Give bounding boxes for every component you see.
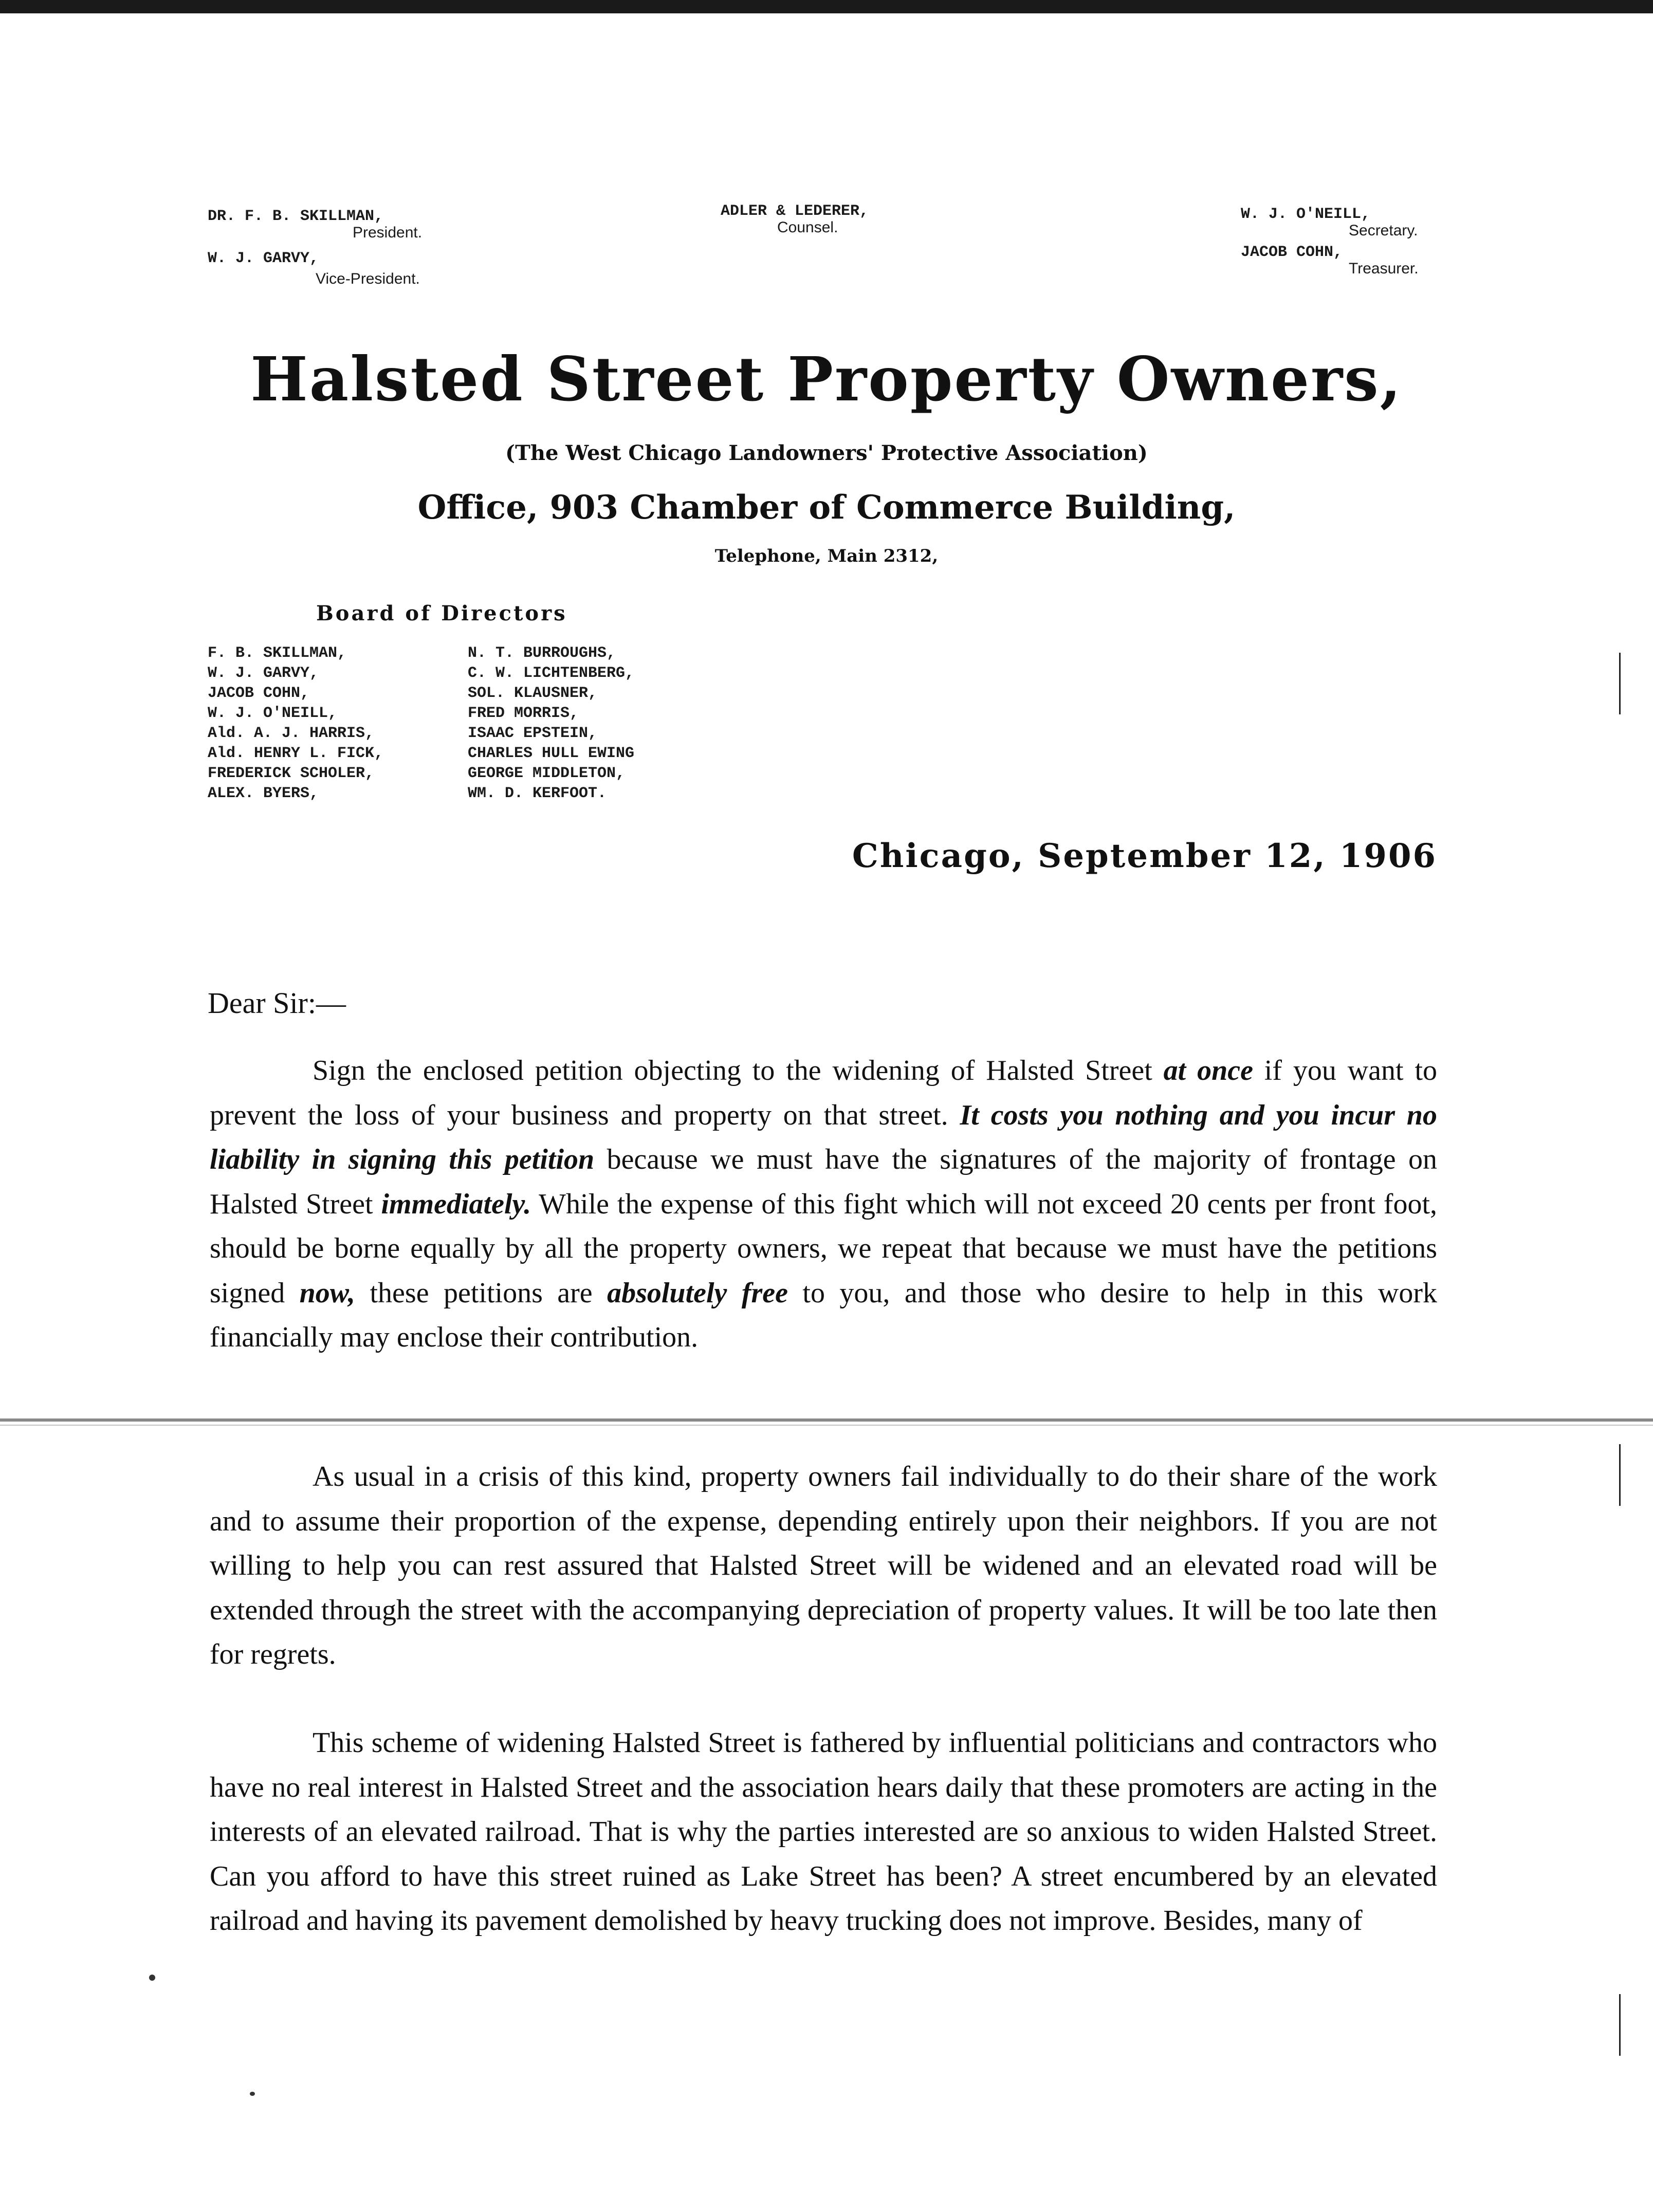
office-address: Office, 903 Chamber of Commerce Building, xyxy=(417,488,1236,527)
director-name: CHARLES HULL EWING xyxy=(468,745,635,762)
organization-title: Halsted Street Property Owners, xyxy=(250,343,1403,415)
p1-text: if you want to prevent the loss of your business and property on that street. xyxy=(210,1055,1438,1131)
telephone: Telephone, Main 2312, xyxy=(714,546,939,566)
director-name: F. B. SKILLMAN, xyxy=(208,644,347,662)
director-name: C. W. LICHTENBERG, xyxy=(468,665,635,682)
page-fold-line xyxy=(0,1418,1653,1422)
director-name: ISAAC EPSTEIN, xyxy=(468,725,598,742)
p1-text: While the expense of this fight which will not exceed 20 cents per front foot, should be borne equally by all the property owners, we repeat that because we must have the petitions signed xyxy=(210,1188,1438,1309)
director-name: Ald. HENRY L. FICK, xyxy=(208,745,384,762)
treasurer-role: Treasurer. xyxy=(1349,260,1419,277)
paragraph-2: As usual in a crisis of this kind, property owners fail individually to do their share of the work and to assume their proportion of the expense, depending entirely upon their neighbors. If you are not willing to help you can rest assured that Halsted Street will be widened and an elevated road will be extended through the street with the accompanying depreciation of property values. It will be too late then for regrets. xyxy=(210,1461,1437,1670)
officers-left xyxy=(208,207,422,289)
secretary-role: Secretary. xyxy=(1349,222,1418,239)
secretary-name: W. J. O'NEILL, xyxy=(1241,206,1371,223)
director-name: JACOB COHN, xyxy=(208,685,310,702)
director-name: GEORGE MIDDLETON, xyxy=(468,765,626,782)
director-name: N. T. BURROUGHS, xyxy=(468,644,616,662)
scan-speck xyxy=(250,2092,255,2096)
counsel xyxy=(721,201,869,237)
scan-speck xyxy=(149,1975,155,1981)
directors-column-2 xyxy=(468,643,634,804)
organization-subtitle: (The West Chicago Landowners' Protective Association) xyxy=(505,441,1148,465)
director-name: SOL. KLAUSNER, xyxy=(468,685,598,702)
director-name: WM. D. KERFOOT. xyxy=(468,785,607,802)
p1-text: Sign the enclosed petition objecting to the widening of Halsted Street xyxy=(313,1055,1164,1086)
p1-emphasis: absolutely free xyxy=(607,1277,788,1309)
paragraph-1 xyxy=(210,1048,1437,1360)
p1-emphasis: immediately. xyxy=(381,1188,531,1220)
salutation: Dear Sir:— xyxy=(208,986,346,1020)
right-margin-mark xyxy=(1619,1994,1621,2056)
board-heading: Board of Directors xyxy=(316,601,567,625)
paragraph-3: This scheme of widening Halsted Street is fathered by influential politicians and contractors who have no real interest in Halsted Street and the association hears daily that these promoters are acting in the interests of an elevated railroad. That is why the parties interested are so anxious to widen Halsted Street. Can you afford to have this street ruined as Lake Street has been? A street encumbered by an elevated railroad and having its pavement demolished by heavy trucking does not improve. Besides, many of xyxy=(210,1727,1437,1937)
p1-text: because we must have the signatures of the majority of frontage on Halsted Street xyxy=(210,1144,1437,1220)
director-name: W. J. GARVY, xyxy=(208,665,319,682)
right-margin-mark xyxy=(1619,1444,1621,1506)
treasurer-name: JACOB COHN, xyxy=(1241,244,1343,261)
president-role: President. xyxy=(353,224,423,241)
vice-president-role: Vice-President. xyxy=(316,270,420,287)
scan-top-border xyxy=(0,0,1653,13)
director-name: W. J. O'NEILL, xyxy=(208,705,338,722)
counsel-name: ADLER & LEDERER, xyxy=(721,202,869,220)
p1-text: these petitions are xyxy=(355,1277,608,1309)
officers-right xyxy=(1241,205,1419,279)
counsel-role: Counsel. xyxy=(777,219,838,236)
page-fold-shadow xyxy=(0,1425,1653,1426)
director-name: FREDERICK SCHOLER, xyxy=(208,765,375,782)
p1-emphasis: at once xyxy=(1163,1055,1253,1086)
president-name: DR. F. B. SKILLMAN, xyxy=(208,208,384,225)
p1-text: to you, and those who desire to help in this work financially may enclose their contribution. xyxy=(210,1277,1437,1353)
dateline: Chicago, September 12, 1906 xyxy=(852,837,1437,875)
director-name: Ald. A. J. HARRIS, xyxy=(208,725,375,742)
directors-column-1 xyxy=(208,643,383,804)
director-name: ALEX. BYERS, xyxy=(208,785,319,802)
right-margin-mark xyxy=(1619,653,1621,714)
director-name: FRED MORRIS, xyxy=(468,705,579,722)
p1-emphasis: now, xyxy=(299,1277,356,1309)
p1-emphasis: It costs you nothing and you incur no liability in signing this petition xyxy=(210,1099,1438,1175)
vice-president-name: W. J. GARVY, xyxy=(208,250,319,267)
